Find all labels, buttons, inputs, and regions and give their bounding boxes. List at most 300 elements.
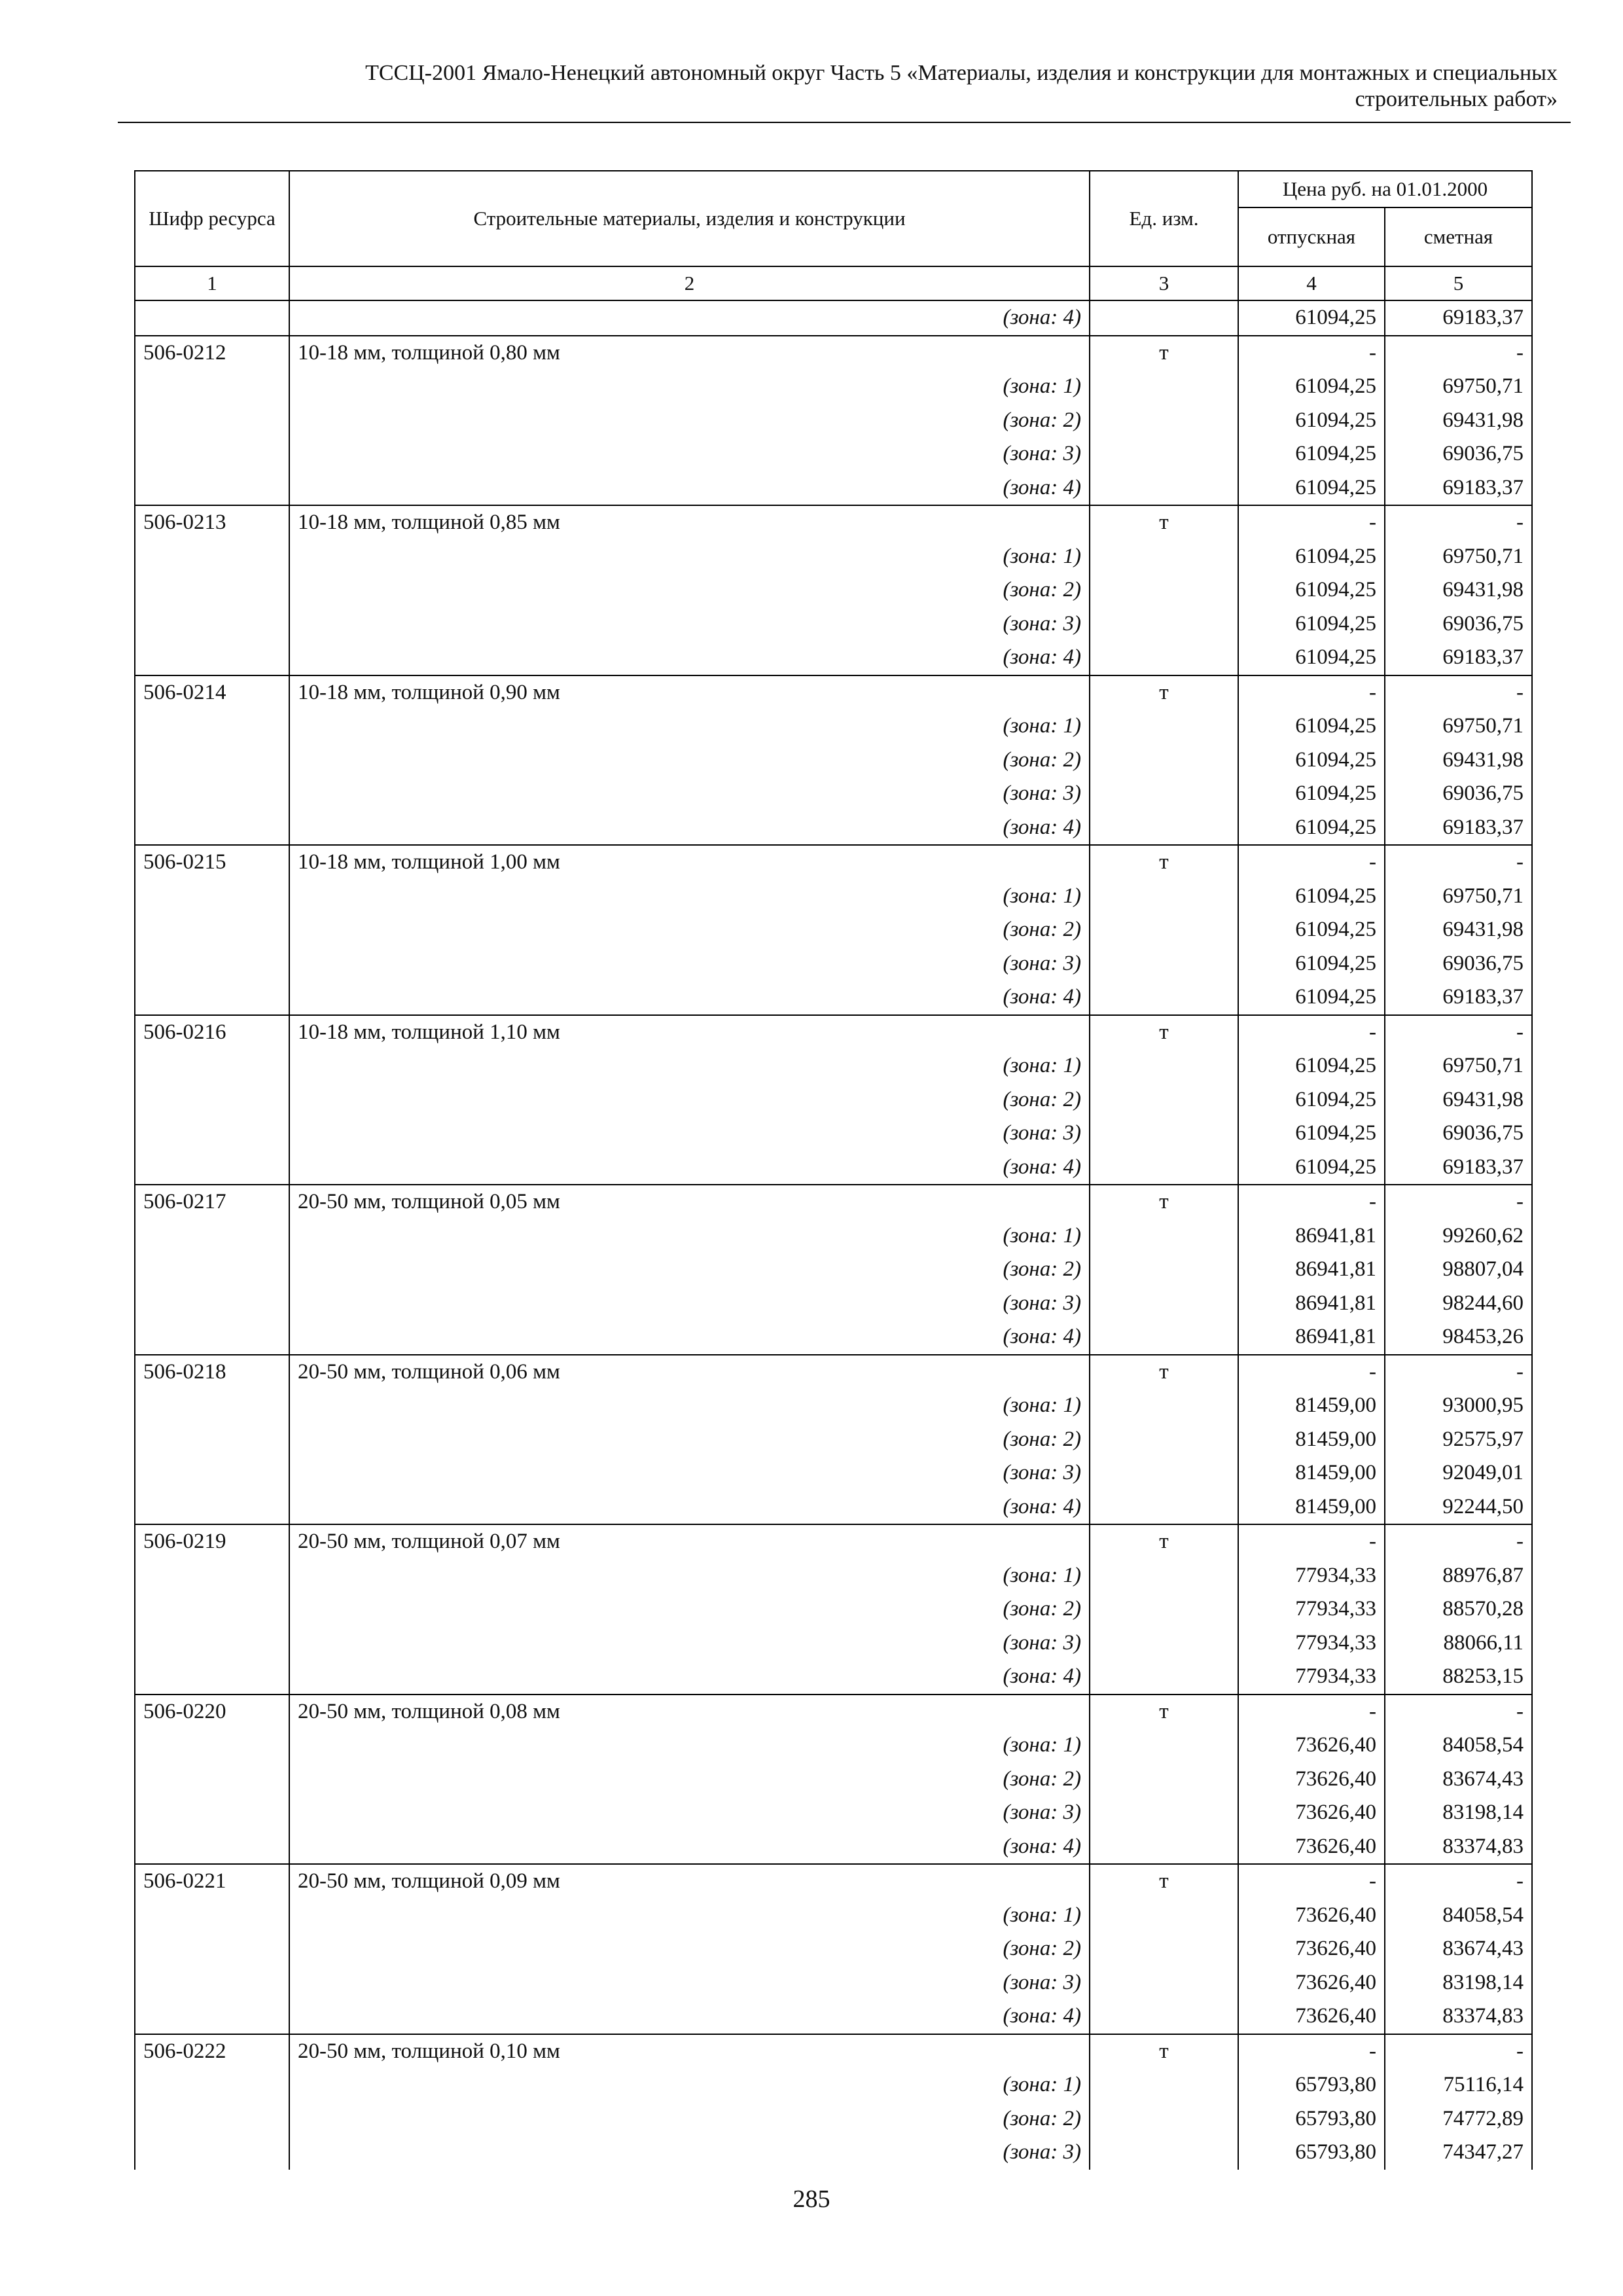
estimate-price: 92049,01 (1385, 1456, 1532, 1490)
estimate-price: 83198,14 (1385, 1966, 1532, 2000)
release-price: 61094,25 (1238, 777, 1385, 811)
zone-label: (зона: 4) (289, 641, 1090, 675)
table-row (135, 336, 1532, 370)
resource-code (135, 1729, 289, 1763)
table-row (135, 1729, 1532, 1763)
release-price: 65793,80 (1238, 2136, 1385, 2170)
estimate-price: 69036,75 (1385, 607, 1532, 641)
estimate-price: 98807,04 (1385, 1253, 1532, 1287)
estimate-price: 93000,95 (1385, 1389, 1532, 1423)
release-price: - (1238, 2034, 1385, 2069)
resource-code (135, 1932, 289, 1966)
estimate-price: - (1385, 675, 1532, 710)
zone-label: (зона: 3) (289, 2136, 1090, 2170)
zone-label: (зона: 2) (289, 1763, 1090, 1797)
table-row (135, 1660, 1532, 1695)
release-price: 73626,40 (1238, 1966, 1385, 2000)
table-row (135, 1695, 1532, 1729)
estimate-price: 88976,87 (1385, 1559, 1532, 1593)
estimate-price: 69431,98 (1385, 404, 1532, 438)
unit: т (1090, 1185, 1238, 1219)
release-price: 61094,25 (1238, 913, 1385, 947)
zone-label: (зона: 4) (289, 471, 1090, 506)
table-row (135, 1899, 1532, 1933)
zone-label: (зона: 1) (289, 1219, 1090, 1253)
resource-code (135, 811, 289, 846)
resource-code (135, 1660, 289, 1695)
header-line-1: ТССЦ-2001 Ямало-Ненецкий автономный округ Часть 5 «Материалы, изделия и конструкции для монтажных и специальных (365, 61, 1558, 85)
material-name: 20-50 мм, толщиной 0,09 мм (289, 1864, 1090, 1899)
release-price: - (1238, 845, 1385, 880)
unit (1090, 1729, 1238, 1763)
unit: т (1090, 2034, 1238, 2069)
zone-label: (зона: 1) (289, 2068, 1090, 2102)
table-row (135, 709, 1532, 744)
table-row (135, 880, 1532, 914)
estimate-price: 83674,43 (1385, 1932, 1532, 1966)
release-price: 77934,33 (1238, 1660, 1385, 1695)
material-name: 10-18 мм, толщиной 0,85 мм (289, 505, 1090, 540)
estimate-price: 69036,75 (1385, 437, 1532, 471)
material-name: 10-18 мм, толщиной 0,80 мм (289, 336, 1090, 370)
release-price: 61094,25 (1238, 980, 1385, 1015)
unit (1090, 1117, 1238, 1151)
resource-code (135, 1389, 289, 1423)
unit: т (1090, 1695, 1238, 1729)
estimate-price: 69036,75 (1385, 947, 1532, 981)
resource-code (135, 744, 289, 778)
zone-label: (зона: 3) (289, 1117, 1090, 1151)
zone-label: (зона: 2) (289, 1592, 1090, 1626)
unit (1090, 1796, 1238, 1830)
material-name: 20-50 мм, толщиной 0,08 мм (289, 1695, 1090, 1729)
table-row (135, 2000, 1532, 2034)
zone-label: (зона: 2) (289, 1932, 1090, 1966)
estimate-price: 69431,98 (1385, 1083, 1532, 1117)
table-row (135, 1083, 1532, 1117)
zone-label: (зона: 1) (289, 1389, 1090, 1423)
unit: т (1090, 845, 1238, 880)
zone-label: (зона: 3) (289, 437, 1090, 471)
unit: т (1090, 675, 1238, 710)
zone-label: (зона: 4) (289, 980, 1090, 1015)
release-price: 61094,25 (1238, 1117, 1385, 1151)
release-price: 61094,25 (1238, 1049, 1385, 1083)
estimate-price: 92244,50 (1385, 1490, 1532, 1525)
unit (1090, 2102, 1238, 2136)
resource-code (135, 980, 289, 1015)
resource-code (135, 880, 289, 914)
unit (1090, 709, 1238, 744)
estimate-price: 99260,62 (1385, 1219, 1532, 1253)
zone-label: (зона: 4) (289, 1830, 1090, 1865)
zone-label: (зона: 2) (289, 744, 1090, 778)
estimate-price: 69036,75 (1385, 1117, 1532, 1151)
estimate-price: 98244,60 (1385, 1287, 1532, 1321)
zone-label: (зона: 1) (289, 1729, 1090, 1763)
unit (1090, 1592, 1238, 1626)
column-number-row (135, 266, 1532, 300)
zone-label: (зона: 1) (289, 370, 1090, 404)
page-number: 285 (793, 2185, 830, 2213)
resource-code (135, 437, 289, 471)
unit (1090, 1932, 1238, 1966)
unit (1090, 404, 1238, 438)
release-price: 61094,25 (1238, 811, 1385, 846)
resource-code (135, 1219, 289, 1253)
unit (1090, 1287, 1238, 1321)
zone-label: (зона: 3) (289, 947, 1090, 981)
table-row (135, 437, 1532, 471)
estimate-price: - (1385, 336, 1532, 370)
table-row (135, 1320, 1532, 1355)
zone-label: (зона: 4) (289, 1490, 1090, 1525)
table-row (135, 1932, 1532, 1966)
unit (1090, 777, 1238, 811)
release-price: 81459,00 (1238, 1423, 1385, 1457)
material-name: 10-18 мм, толщиной 1,10 мм (289, 1015, 1090, 1050)
material-name: 20-50 мм, толщиной 0,07 мм (289, 1524, 1090, 1559)
estimate-price: 74347,27 (1385, 2136, 1532, 2170)
resource-code (135, 1796, 289, 1830)
resource-code: 506-0213 (135, 505, 289, 540)
resource-code (135, 2000, 289, 2034)
table-row (135, 573, 1532, 607)
table-body (135, 300, 1532, 2170)
resource-code: 506-0220 (135, 1695, 289, 1729)
unit: т (1090, 1015, 1238, 1050)
unit (1090, 980, 1238, 1015)
material-name: 20-50 мм, толщиной 0,05 мм (289, 1185, 1090, 1219)
table-row (135, 1015, 1532, 1050)
estimate-price: 88570,28 (1385, 1592, 1532, 1626)
release-price: 61094,25 (1238, 880, 1385, 914)
table-row (135, 1117, 1532, 1151)
header-line-2: строительных работ» (1355, 87, 1558, 111)
zone-label: (зона: 3) (289, 607, 1090, 641)
release-price: 73626,40 (1238, 1830, 1385, 1865)
resource-code (135, 1083, 289, 1117)
resource-code (135, 2068, 289, 2102)
unit (1090, 1966, 1238, 2000)
release-price: 65793,80 (1238, 2068, 1385, 2102)
release-price: 73626,40 (1238, 1763, 1385, 1797)
zone-label: (зона: 3) (289, 1287, 1090, 1321)
zone-label: (зона: 1) (289, 1899, 1090, 1933)
unit (1090, 437, 1238, 471)
release-price: 73626,40 (1238, 1729, 1385, 1763)
release-price: 77934,33 (1238, 1626, 1385, 1660)
material-name: 10-18 мм, толщиной 1,00 мм (289, 845, 1090, 880)
table-row (135, 1524, 1532, 1559)
resource-code (135, 913, 289, 947)
estimate-price: 75116,14 (1385, 2068, 1532, 2102)
estimate-price: - (1385, 1185, 1532, 1219)
estimate-price: 69750,71 (1385, 1049, 1532, 1083)
estimate-price: - (1385, 505, 1532, 540)
table-row (135, 404, 1532, 438)
resource-code (135, 1559, 289, 1593)
table-row (135, 1185, 1532, 1219)
unit (1090, 1490, 1238, 1525)
release-price: 86941,81 (1238, 1287, 1385, 1321)
release-price: 86941,81 (1238, 1219, 1385, 1253)
unit (1090, 2000, 1238, 2034)
col-number: 3 (1090, 266, 1238, 300)
release-price: - (1238, 1015, 1385, 1050)
resource-code (135, 1966, 289, 2000)
unit (1090, 1083, 1238, 1117)
material-name: 20-50 мм, толщиной 0,06 мм (289, 1355, 1090, 1390)
zone-label: (зона: 1) (289, 1559, 1090, 1593)
resource-code (135, 1151, 289, 1185)
estimate-price: 69183,37 (1385, 1151, 1532, 1185)
resource-code: 506-0219 (135, 1524, 289, 1559)
resource-code: 506-0222 (135, 2034, 289, 2069)
col-number: 1 (135, 266, 289, 300)
table-row (135, 1049, 1532, 1083)
zone-label: (зона: 2) (289, 2102, 1090, 2136)
release-price: 73626,40 (1238, 1899, 1385, 1933)
unit (1090, 811, 1238, 846)
resource-code (135, 1899, 289, 1933)
unit (1090, 1219, 1238, 1253)
unit (1090, 1626, 1238, 1660)
release-price: 73626,40 (1238, 1932, 1385, 1966)
unit: т (1090, 505, 1238, 540)
table-row (135, 1219, 1532, 1253)
resource-code (135, 1626, 289, 1660)
release-price: 61094,25 (1238, 437, 1385, 471)
release-price: - (1238, 1695, 1385, 1729)
material-name: 10-18 мм, толщиной 0,90 мм (289, 675, 1090, 710)
resource-code: 506-0217 (135, 1185, 289, 1219)
zone-label: (зона: 2) (289, 1253, 1090, 1287)
table-row (135, 1287, 1532, 1321)
table-row (135, 2136, 1532, 2170)
table-row (135, 1355, 1532, 1390)
resource-code (135, 1049, 289, 1083)
resource-code (135, 947, 289, 981)
table-row (135, 300, 1532, 336)
table-row (135, 1490, 1532, 1525)
release-price: 81459,00 (1238, 1490, 1385, 1525)
estimate-price: 74772,89 (1385, 2102, 1532, 2136)
unit (1090, 1320, 1238, 1355)
resource-code (135, 777, 289, 811)
resource-code (135, 471, 289, 506)
unit (1090, 1763, 1238, 1797)
table-row (135, 980, 1532, 1015)
resource-code: 506-0212 (135, 336, 289, 370)
unit (1090, 607, 1238, 641)
zone-label: (зона: 4) (289, 2000, 1090, 2034)
release-price: 77934,33 (1238, 1592, 1385, 1626)
resource-code (135, 641, 289, 675)
estimate-price: - (1385, 1015, 1532, 1050)
release-price: 61094,25 (1238, 1083, 1385, 1117)
resource-code: 506-0214 (135, 675, 289, 710)
zone-label: (зона: 3) (289, 777, 1090, 811)
unit (1090, 1830, 1238, 1865)
estimate-price: - (1385, 1524, 1532, 1559)
resource-code: 506-0221 (135, 1864, 289, 1899)
estimate-price: 88066,11 (1385, 1626, 1532, 1660)
unit (1090, 1151, 1238, 1185)
table-header (135, 171, 1532, 300)
unit (1090, 540, 1238, 574)
table-row (135, 1456, 1532, 1490)
release-price: 65793,80 (1238, 2102, 1385, 2136)
estimate-price: 69183,37 (1385, 980, 1532, 1015)
unit: т (1090, 1864, 1238, 1899)
table-row (135, 2034, 1532, 2069)
zone-label: (зона: 3) (289, 1796, 1090, 1830)
release-price: 61094,25 (1238, 573, 1385, 607)
zone-label: (зона: 3) (289, 1626, 1090, 1660)
release-price: 61094,25 (1238, 370, 1385, 404)
estimate-price: - (1385, 2034, 1532, 2069)
estimate-price: - (1385, 1355, 1532, 1390)
resource-code: 506-0215 (135, 845, 289, 880)
resource-code (135, 1763, 289, 1797)
estimate-price: 83374,83 (1385, 2000, 1532, 2034)
table-row (135, 947, 1532, 981)
unit (1090, 1049, 1238, 1083)
unit (1090, 1660, 1238, 1695)
unit (1090, 573, 1238, 607)
zone-label: (зона: 2) (289, 573, 1090, 607)
unit (1090, 370, 1238, 404)
unit: т (1090, 1524, 1238, 1559)
estimate-price: 88253,15 (1385, 1660, 1532, 1695)
zone-label: (зона: 3) (289, 1456, 1090, 1490)
zone-label: (зона: 4) (289, 811, 1090, 846)
table-row (135, 1423, 1532, 1457)
table-row (135, 370, 1532, 404)
table-row (135, 1151, 1532, 1185)
table-row (135, 1830, 1532, 1865)
estimate-price: 69431,98 (1385, 913, 1532, 947)
release-price: 61094,25 (1238, 300, 1385, 336)
release-price: 61094,25 (1238, 540, 1385, 574)
estimate-price: 92575,97 (1385, 1423, 1532, 1457)
release-price: 86941,81 (1238, 1253, 1385, 1287)
table-row (135, 1763, 1532, 1797)
estimate-price: 84058,54 (1385, 1899, 1532, 1933)
unit (1090, 300, 1238, 336)
estimate-price: 83674,43 (1385, 1763, 1532, 1797)
header-divider (118, 122, 1571, 123)
estimate-price: 69183,37 (1385, 471, 1532, 506)
zone-label: (зона: 3) (289, 1966, 1090, 2000)
resource-code (135, 370, 289, 404)
estimate-price: 69183,37 (1385, 641, 1532, 675)
zone-label: (зона: 4) (289, 1151, 1090, 1185)
resource-code (135, 540, 289, 574)
estimate-price: - (1385, 1864, 1532, 1899)
table-row (135, 1966, 1532, 2000)
zone-label: (зона: 2) (289, 404, 1090, 438)
unit (1090, 947, 1238, 981)
unit (1090, 1456, 1238, 1490)
table-row (135, 471, 1532, 506)
resource-code (135, 1456, 289, 1490)
release-price: - (1238, 1524, 1385, 1559)
unit (1090, 1253, 1238, 1287)
resource-code (135, 300, 289, 336)
zone-label: (зона: 1) (289, 540, 1090, 574)
table-row (135, 1253, 1532, 1287)
release-price: 73626,40 (1238, 2000, 1385, 2034)
col-number: 2 (289, 266, 1090, 300)
zone-label: (зона: 4) (289, 300, 1090, 336)
resource-code (135, 1253, 289, 1287)
table-row (135, 777, 1532, 811)
unit (1090, 471, 1238, 506)
release-price: 61094,25 (1238, 947, 1385, 981)
zone-label: (зона: 2) (289, 913, 1090, 947)
release-price: 61094,25 (1238, 641, 1385, 675)
zone-label: (зона: 2) (289, 1083, 1090, 1117)
table-row (135, 913, 1532, 947)
unit (1090, 880, 1238, 914)
zone-label: (зона: 2) (289, 1423, 1090, 1457)
estimate-price: 69183,37 (1385, 811, 1532, 846)
release-price: 61094,25 (1238, 471, 1385, 506)
estimate-price: 69036,75 (1385, 777, 1532, 811)
resource-code (135, 2136, 289, 2170)
release-price: - (1238, 336, 1385, 370)
estimate-price: 69183,37 (1385, 300, 1532, 336)
unit (1090, 2136, 1238, 2170)
price-table (134, 170, 1533, 2170)
resource-code (135, 709, 289, 744)
estimate-price: 98453,26 (1385, 1320, 1532, 1355)
resource-code (135, 573, 289, 607)
table-row (135, 1626, 1532, 1660)
estimate-price: 83198,14 (1385, 1796, 1532, 1830)
unit (1090, 2068, 1238, 2102)
estimate-price: - (1385, 845, 1532, 880)
unit (1090, 913, 1238, 947)
table-row (135, 744, 1532, 778)
estimate-price: 69750,71 (1385, 880, 1532, 914)
release-price: - (1238, 1864, 1385, 1899)
resource-code (135, 2102, 289, 2136)
resource-code (135, 1320, 289, 1355)
table-row (135, 2102, 1532, 2136)
release-price: - (1238, 1185, 1385, 1219)
material-name: 20-50 мм, толщиной 0,10 мм (289, 2034, 1090, 2069)
release-price: 61094,25 (1238, 744, 1385, 778)
release-price: 61094,25 (1238, 709, 1385, 744)
resource-code: 506-0218 (135, 1355, 289, 1390)
col-header-name: Строительные материалы, изделия и конструкции (289, 171, 1090, 266)
table-row (135, 505, 1532, 540)
estimate-price: - (1385, 1695, 1532, 1729)
table-row (135, 845, 1532, 880)
release-price: 81459,00 (1238, 1456, 1385, 1490)
unit: т (1090, 336, 1238, 370)
resource-code (135, 1117, 289, 1151)
estimate-price: 83374,83 (1385, 1830, 1532, 1865)
release-price: 81459,00 (1238, 1389, 1385, 1423)
resource-code: 506-0216 (135, 1015, 289, 1050)
col-header-price: Цена руб. на 01.01.2000 (1238, 171, 1532, 207)
table-row (135, 1796, 1532, 1830)
release-price: 73626,40 (1238, 1796, 1385, 1830)
